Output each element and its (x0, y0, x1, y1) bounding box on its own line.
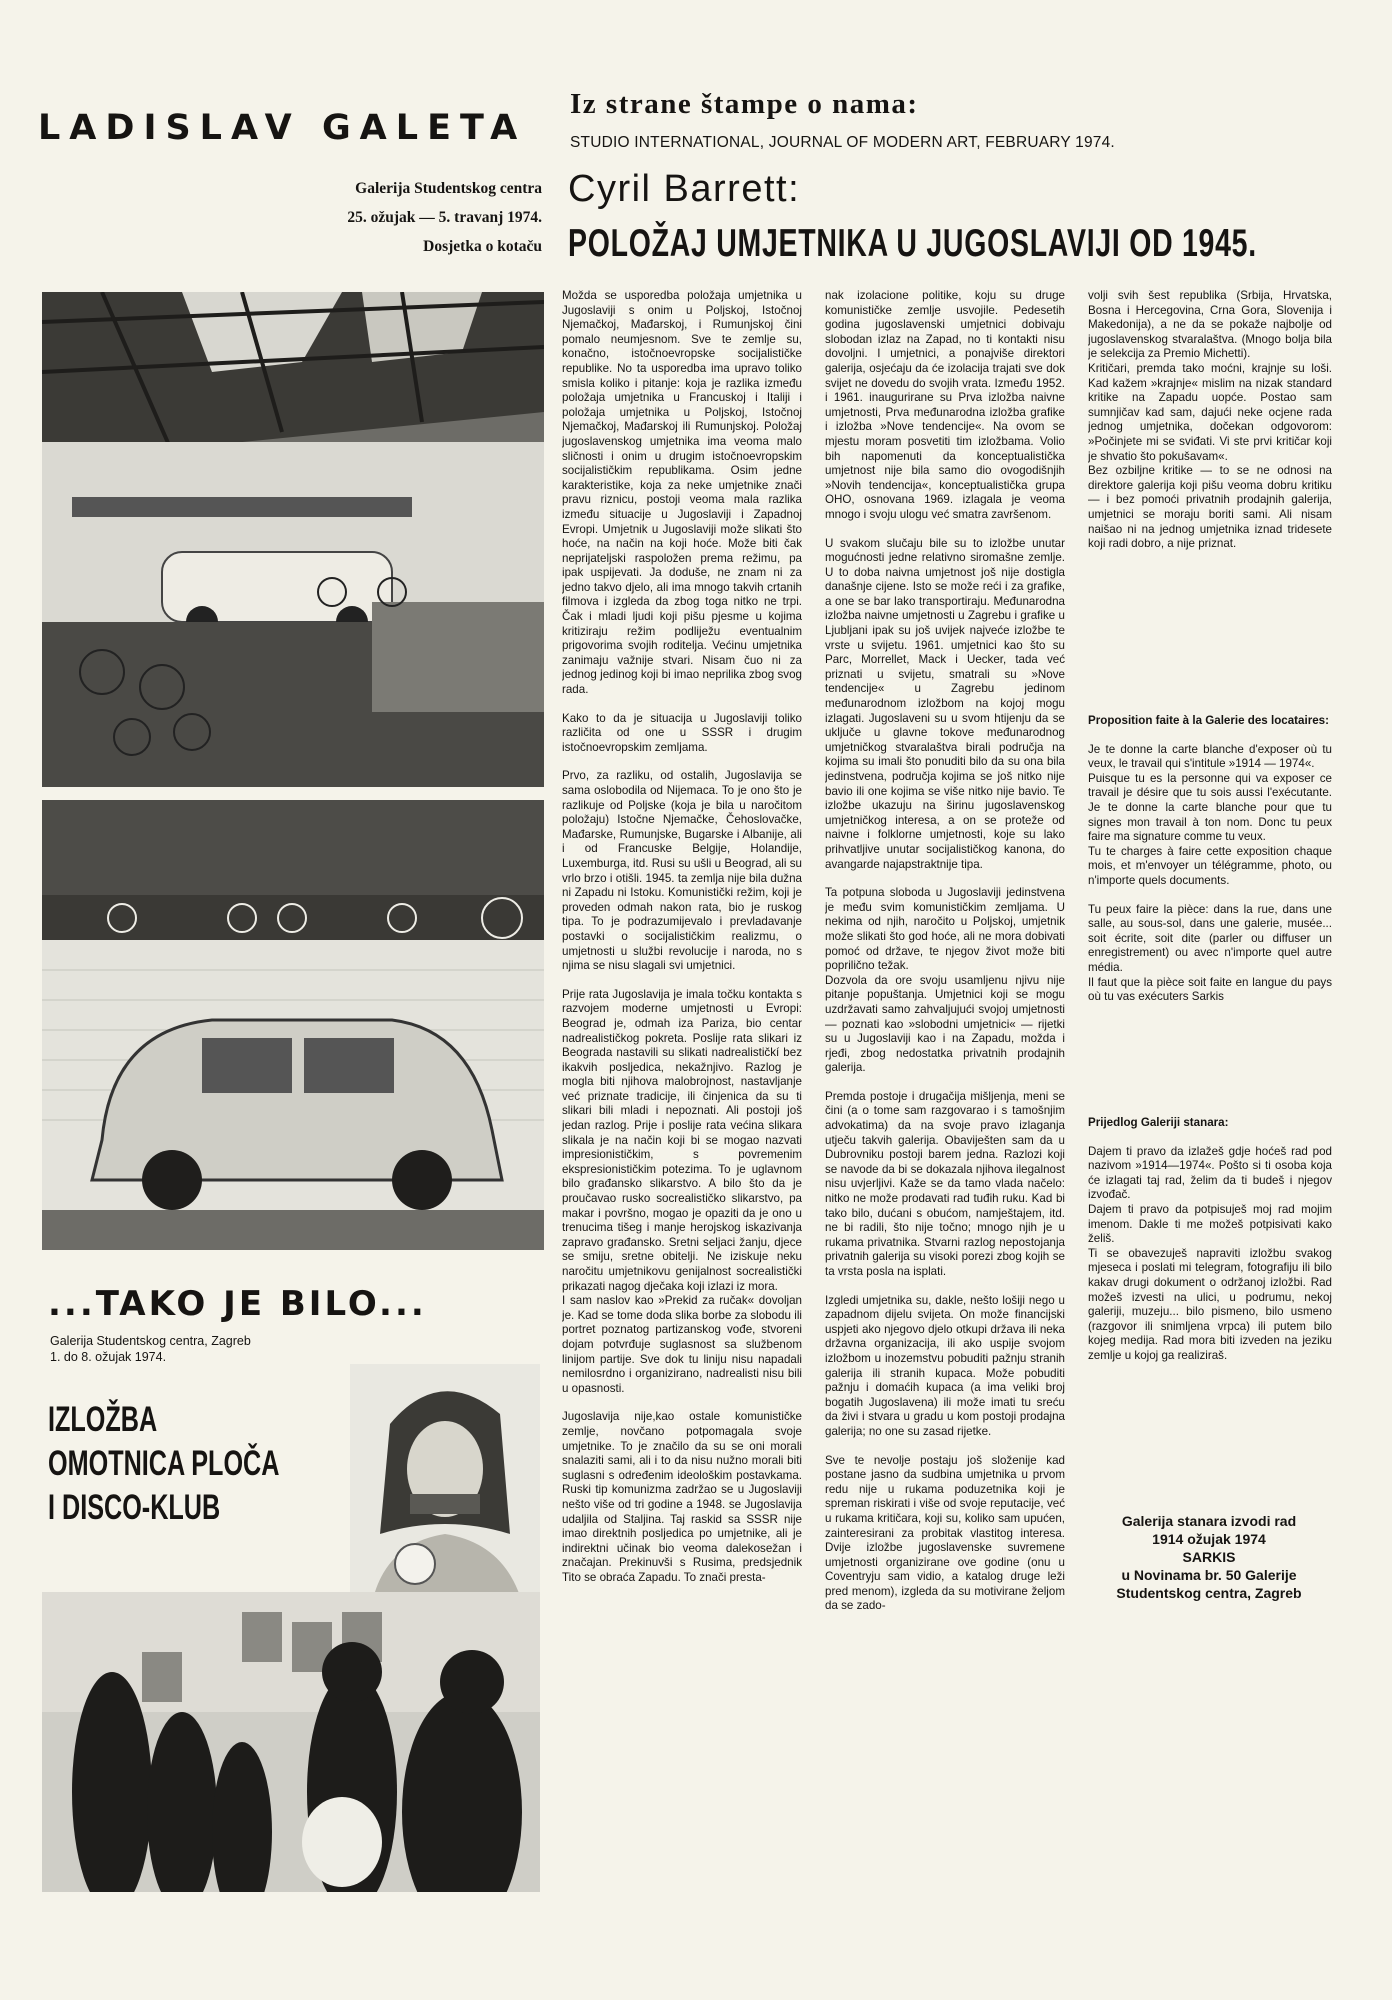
article-paragraph: Premda postoje i drugačija mišljenja, meni se čini (a o tome sam razgovarao i s tamošnjim advokatima) da na svoje pravo izlaganja utječu takvih galerija. Obaviješten sam da u Dubrovniku postoji barem jedna. Razlozi koji se navode da bi se dokazala njihova ilegalnost nisu uvjerljivi. Kaže se da tamo vlada načelo: nitko ne može prodavati rad tuđih ruku. Kad bi tako bilo, dućani s obućom, namještajem, itd. ne bi radili, što nije točno; mnogo njih je u rukama privatnika. Stvarni razlog nepostojanja privatnih galerija su visoki porezi zbog kojih se ta vrsta posla na isplati. (825, 1089, 1065, 1278)
sarkis-note-line: Studentskog centra, Zagreb (1116, 1585, 1302, 1601)
article-paragraph: volji svih šest republika (Srbija, Hrvatska, Bosna i Hercegovina, Crna Gora, Slovenija i Makedonija), a ne da se pokaže najbolje od jugoslavenskog stvaralaštva. (Mnogo bolja bila je selekcija za Premio Michetti). (1088, 289, 1332, 361)
article-paragraph: Prije rata Jugoslavija je imala točku kontakta s razvojem moderne umjetnosti u Evropi: Beograd je, odmah iza Pariza, bio centar nadrealističkog pokreta. Poslije rata slikari iz Beograda nastavili su slikati nadrealističkí bez ikakvih posljedica, nekažnjivo. Razlog je mogla biti njihova malobrojnost, nastavljanje već priznate tradicije, ili činjenica da su ti slikari bili mladi i nepoznati. Ali postoji još jedan razlog. Prije i poslije rata većina slikara slikala je na način koji bi se mogao nazvati impresionističkim, s povremenim ekspresionističkim potezima. To je uglavnom bilo građansko slikarstvo. A bilo što da je proučavao rusko socrealističko slikarstvo, pa makar i površno, mogao je opaziti da je ono u trenucima tišeg i manje herojskog iskazivanja zapravo građansko. Sretni seljaci žanju, djece se smiju, sretne obitelji. Ne iziskuje neku naročitu umjetnikovu genijalnost socrealistički prikazati nagog dječaka koji izlazi iz mora. (562, 987, 802, 1293)
sarkis-note-line: SARKIS (1182, 1549, 1236, 1565)
izlozba-line: I DISCO-KLUB (48, 1488, 221, 1527)
izlozba-line: IZLOŽBA (48, 1400, 158, 1439)
french-proposition-heading: Proposition faite à la Galerie des locataires: (1088, 714, 1329, 727)
article-paragraph: Jugoslavija nije,kao ostale komunističke zemlje, novčano potpomagala svoje umjetnike. To je značilo da su se oni morali snalaziti sami, ali i to da nisu nužno morali biti suglasni s određenim ideološkim postavkama. Ruski tip komunizma zadržao se u Jugoslaviji nešto više od tri godine a 1948. se Jugoslavija udaljila od Staljina. Taj raskid sa SSSR nije imao direktnih posljedica po umjetnike, ali je indirektni učinak bio veoma dalekosežan i značajan. Prekinuvši s Rusima, predsjednik Tito se obraća Zapadu. To znači presta- (562, 1410, 802, 1584)
article-column-2 (825, 289, 1065, 1899)
french-paragraph: Puisque tu es la personne qui va exposer ce travail je désire que tu sois aussi l'exécutante. Je te donne la carte blanche pour que tu signes mon travail à ton nom. Donc tu peux faire ma signature comme tu veux. (1088, 771, 1332, 844)
article-paragraph: Možda se usporedba položaja umjetnika u Jugoslaviji s onim u Poljskoj, Istočnoj Njemačkoj, Mađarskoj, i Rumunjskoj čini pomalo neumjesnom. Sve te zemlje su, konačno, istočnoevropske socijalističke republike. No ta usporedba ima upravo toliko smisla koliko i pitanje: koja je razlika između položaja umjetnika u Francuskoj i Italiji i položaja umjetnika u Poljskoj, Istočnoj Njemačkoj, Mađarskoj ili Rumunjskoj. Položaj jugoslavenskog umjetnika ima veoma malo sličnosti i onim u drugim istočnoevropskim socijalističkim republikama. Osim jedne karakteristike, koja za neke umjetnike znači pravu riznicu, postoji veoma mala razlika između situacije u Jugoslaviji i Zapadnoj Evropi. Umjetnik u Jugoslaviji može slikati što hoće, na način na koji hoće. Može biti čak neprijateljski raspoložen prema režimu, pa ipak uspijevati. Ja doduše, ne znam ni za jedno takvo djelo, ali ima mnogo takvih crtanih filmova i izgleda da zbog toga nitko ne trpi. Čak i mladi ljudi koji pišu pjesme u kojima kritiziraju režim podliježu eventualnim prigovorima svojih roditelja. Većinu umjetnika zanimaju važnije stvari. Nisam čuo ni za jednog jedinog koji bi imao neprilika zbog svog rada. (562, 289, 802, 697)
french-paragraph: Tu te charges à faire cette exposition chaque mois, et m'envoyer un télégramme, photo, ou n'importe quels documents. (1088, 844, 1332, 887)
article-paragraph: nak izolacione politike, koju su druge komunističke zemlje usvojile. Pedesetih godina jugoslavenski umjetnici dobivaju slobodan izlaz na Zapad, no ti kontakti nisu dovoljni. I umjetnici, a ponajviše direktori galerija, osjećaju da će izolacija trajati sve dok svijet ne dovedu do svojih vrata. Između 1952. i 1961. inaugurirane su Prva izložba naivne umjetnosti, Prva međunarodna izložba grafike i izložba »Nove tendencije«. Na ovom se mjestu moram posvetiti tim izložbama. Volio bih napomenuti da konceptualistička umjetnost nije bila samo dio ovogodišnjih »Novih tendencija«, konceptualistička grupa OHO, osnovana 1969. izlagala je veoma mnogo i svoju ulogu već smatra završenom. (825, 289, 1065, 521)
press-heading: Iz strane štampe o nama: (570, 88, 919, 120)
sarkis-note-line: 1914 ožujak 1974 (1152, 1531, 1266, 1547)
article-title: POLOŽAJ UMJETNIKA U JUGOSLAVIJI OD 1945. (568, 222, 1257, 265)
article-paragraph: Bez ozbiljne kritike — to se ne odnosi na direktore galerija koji pišu veoma dobru kritiku — i bez pomoći privatnih prodajnih galerija, umjetnici se moraju boriti sami. Ali nisam naišao ni na jednog umjetnika iznad tridesete koji radi dobro, a nije priznat. (1088, 464, 1332, 551)
car-photo (42, 800, 544, 1250)
croatian-paragraph: Ti se obavezuješ napraviti izložbu svakog mjeseca i poslati mi telegram, fotografiju ili bilo kakav drugi dokument o održanoj izložbi. Rad možeš izvesti na ulici, u podrumu, nekoj galeriji, muzeju... bilo pismeno, bilo usmeno (razgovor ili snimljena vrpca) ili putem bilo kojeg medija. Rad mora biti izveden na jeziku zemlje u kojoj ga realiziraš. (1088, 1246, 1332, 1362)
croatian-proposition-heading: Prijedlog Galeriji stanara: (1088, 1116, 1229, 1129)
article-paragraph: I sam naslov kao »Prekid za ručak« dovoljan je. Kad se tome doda slika borbe za slobodu ili portret poznatog partizanskog vođe, stvoreni dojam potvrđuje suglasnost sa službenom linijom partije. Sve dok tu liniju nisu napadali nemilosrdno i organizirano, nadrealisti nisu bili u opasnosti. (562, 1294, 802, 1395)
izlozba-heading (48, 1398, 280, 1530)
crowd-photo (42, 1592, 540, 1892)
portrait-photo (350, 1364, 540, 1614)
article-paragraph: Dozvola da ore svoju usamljenu njivu nije pitanje popuštanja. Umjetnici koji se mogu uzdržavati samo zahvaljujući svojoj umjetnosti — poznati kao »slobodni umjetnici« — rijetki su u Jugoslaviji kao i na Zapadu, možda i rjeđi, zbog nedostatka privatnih prodajnih galerija. (825, 973, 1065, 1075)
izlozba-line: OMOTNICA PLOČA (48, 1444, 280, 1483)
croatian-paragraph: Dajem ti pravo da potpisuješ moj rad mojim imenom. Dakle ti me možeš potpisivati kako želiš. (1088, 1202, 1332, 1246)
exhibition-title: Dosjetka o kotaču (423, 238, 542, 255)
tako-je-bilo-info: Galerija Studentskog centra, Zagreb 1. do 8. ožujak 1974. (50, 1334, 251, 1364)
croatian-proposition (1088, 1116, 1332, 1436)
article-paragraph: U svakom slučaju bile su to izložbe unutar mogućnosti jedne relativno siromašne zemlje. U to doba naivna umjetnost još nije dostigla današnje cijene. Isto se može reći i za grafike, a one se bar lako transportiraju. Međunarodna izložba naivne umjetnosti u Zagrebu i grafike u Ljubljani ipak su još uvijek najveće izložbe te vrste u svijetu. 1961. umjetnici kao što su Parc, Morrellet, Mack i Uecker, tada već priznati u svijetu, smatrali su »Nove tendencije« u Zagrebu jedinom međunarodnom izložbom na kojoj mogu izlagati. Jugoslaveni su u svom htijenju da se uključe u glavne tokove međunarodnog umjetničkog stvaralaštva birali područja na kojima su imali što ponuditi bilo da su ona bila jedinstvena, područja kojima se još nitko nije bavio ili one kojima se više nitko nije bavio. Te izložbe ukazuju na širinu jugoslavenskog umjetničkog interesa, a on se proteže od naivne i folklorne umjetnosti, koje su lako prihvatljive unutar socijalističkog kanona, do avangarde najapstraktnije tipa. (825, 536, 1065, 871)
gallery-line: Galerija Studentskog centra (355, 180, 542, 197)
article-paragraph: Izgledi umjetnika su, dakle, nešto lošiji nego u zapadnom dijelu svijeta. On može financijski uspjeti ako njegovo djelo otkupi država ili neka državna organizacija, ili ako uspije svojom izložbom u inozemstvu pobuditi pažnju stranih galerija ili stranih kupaca. Može pobuditi pažnju i domaćih kupaca (a ima veliki broj bogatih Jugoslavena) ili može imati tu sreću da živi i stvara u gradu u kom postoji prodajna galerija; no one su zasad rijetke. (825, 1293, 1065, 1438)
croatian-paragraph: Dajem ti pravo da izlažeš gdje hoćeš rad pod nazivom »1914—1974«. Pošto si ti osoba koja će izlagati taj rad, želim da ti budeš i njegov izvođač. (1088, 1144, 1332, 1202)
french-paragraph: Tu peux faire la pièce: dans la rue, dans une salle, au sous-sol, dans une galerie, musée... soit écrite, soit dite (parler ou diffuser un enregistrement) ou avec n'importe quel autre média. (1088, 902, 1332, 974)
sarkis-note-line: Galerija stanara izvodi rad (1121, 1513, 1297, 1529)
author-name: Cyril Barrett: (568, 168, 801, 210)
gallery-dates: 25. ožujak — 5. travanj 1974. (347, 209, 542, 226)
article-column-3 (1088, 289, 1332, 669)
sarkis-note-line: u Novinama br. 50 Galerije (1121, 1567, 1297, 1583)
article-paragraph: Kako to da je situacija u Jugoslaviji toliko različita od one u SSSR i drugim istočnoevropskim zemljama. (562, 711, 802, 754)
tako-je-bilo-heading: ...TAKO JE BILO... (48, 1284, 427, 1324)
article-paragraph: Sve te nevolje postaju još složenije kad postane jasno da sudbina umjetnika u prvom redu nije u rukama poduzetnika koji je spreman riskirati i više od svoje reputacije, već u rukama kritičara, koji su, koliko sam upućen, zainteresirani za probitak vlastitog interesa. Dvije izložbe jugoslavenske suvremene umjetnosti organizirane ove godine (onu u Coventryju sam vidio, a katalog druge leži pred menom), izgleda da su motivirane željom da se zado- (825, 1453, 1065, 1613)
french-paragraph: Il faut que la pièce soit faite en langue du pays où tu vas exécuters Sarkis (1088, 975, 1332, 1004)
french-proposition (1088, 714, 1332, 1114)
article-column-1 (562, 289, 802, 1899)
press-source: STUDIO INTERNATIONAL, JOURNAL OF MODERN ART, FEBRUARY 1974. (570, 134, 1115, 151)
gallery-info (200, 174, 542, 261)
article-paragraph: Kritičari, premda tako moćni, krajnje su loši. Kad kažem »krajnje« mislim na nizak standard kritike na Zapadu uopće. Postao sam sumnjičav kad sam, dajući neke ocjene rada jednog umjetnika, dočekan odgovorom: »Počinjete mi se sviđati. Vi ste prvi kritičar koji je shvatio što pokušavam«. (1088, 361, 1332, 463)
french-paragraph: Je te donne la carte blanche d'exposer où tu veux, le travail qui s'intitule »1914 — 1974«. (1088, 742, 1332, 771)
gallery-interior-photo (42, 292, 544, 787)
article-paragraph: Ta potpuna sloboda u Jugoslaviji jedinstvena je među svim komunističkim zemljama. U nekima od njih, naročito u Poljskoj, umjetnik može slikati što god hoće, ali ne mora dobivati pomoć od države, te njegov život može biti poprilično težak. (825, 886, 1065, 973)
sarkis-note (1080, 1512, 1338, 1602)
article-paragraph: Prvo, za razliku, od ostalih, Jugoslavija se sama oslobodila od Nijemaca. To je ono što je razlikuje od Poljske (koja je bila u naročitom položaju) Istočne Njemačke, Čehoslovačke, Mađarske, Rumunjske, Bugarske i Albanije, ali i od Francuske Belgije, Holandije, Luxemburga, itd. Rusi su ušli u Beograd, ali su vrlo brzo i otišli. 1945. ta zemlja nije bila dužna ni Zapadu ni Istoku. Komunistički režim, koji je proveden odmah nakon rata, bio je ruskog tipa. To je podrazumijevalo i prevladavanje postavki o socijalističkim realizmu, o umjetnosti u službi revolucije i naroda, no s njima se nisu slagali svi umjetnici. (562, 769, 802, 973)
artist-name: LADISLAV GALETA (38, 108, 527, 148)
